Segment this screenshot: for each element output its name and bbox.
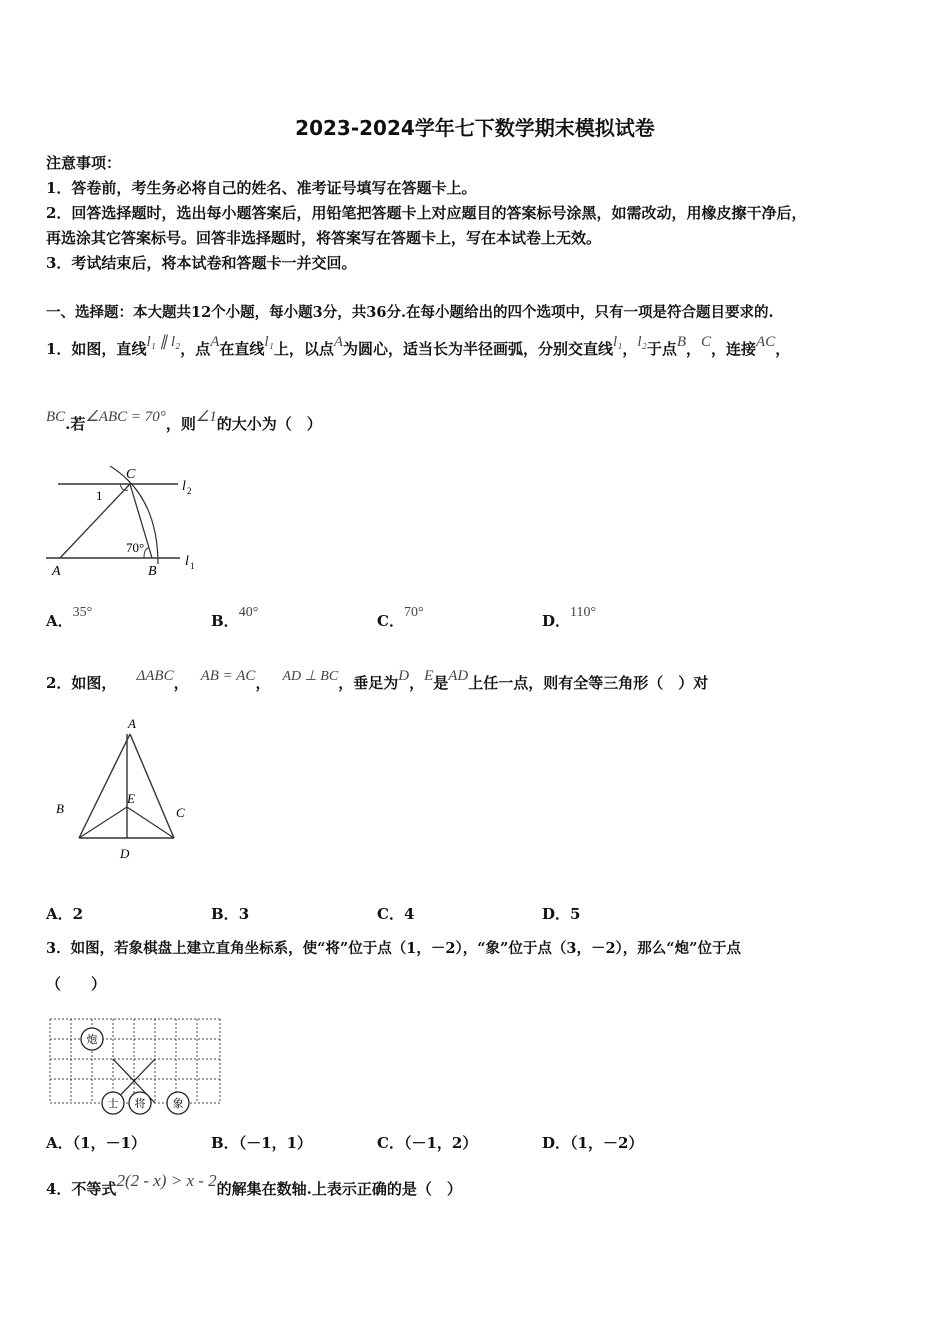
label-l1: l — [185, 554, 189, 569]
q1-figure — [40, 460, 210, 585]
piece-shi-label: 士 — [107, 1097, 119, 1110]
board-grid — [50, 1019, 220, 1103]
option-value: 40° — [238, 605, 259, 620]
q2-text: 是 — [433, 674, 449, 692]
label-angle-1: 1 — [96, 488, 103, 503]
q1-math: A — [333, 334, 343, 350]
option-letter: A． — [46, 1134, 73, 1152]
label-d: D — [120, 846, 130, 861]
q2-math: AB = AC — [200, 668, 256, 684]
q1-math: ∠ABC = 70° — [85, 409, 166, 425]
q2-math: ΔABC — [136, 668, 174, 684]
q1-text: 于点 — [646, 340, 677, 358]
label-a: A — [128, 716, 136, 731]
option-value: 110° — [570, 605, 597, 620]
q1-text: ， — [686, 340, 702, 358]
option-value: （1，－2） — [570, 1134, 644, 1152]
q2-option-d[interactable] — [542, 903, 580, 924]
option-value: （－1，1） — [238, 1134, 313, 1152]
angle-70-mark — [144, 548, 149, 558]
option-letter: C． — [377, 905, 404, 923]
label-c: C — [176, 805, 185, 820]
q2-math: AD ⊥ BC — [282, 669, 339, 684]
q4-text: 4．不等式 — [46, 1180, 117, 1198]
q1-math: ∠1 — [195, 409, 217, 425]
q1-text: 在直线 — [219, 340, 265, 358]
q1-text: 1．如图，直线 — [46, 340, 147, 358]
q3-chessboard-figure — [46, 1015, 226, 1120]
q1-text: 上，以点 — [273, 340, 334, 358]
q1-option-d[interactable] — [542, 605, 597, 631]
q1-math: AC — [756, 334, 776, 350]
q1-stem-line1 — [46, 334, 791, 359]
option-value: 70° — [403, 605, 424, 620]
q3-option-a[interactable] — [46, 1132, 146, 1153]
q3-paren: （ ） — [46, 975, 107, 993]
label-l1-sub: 1 — [190, 561, 195, 571]
q1-math: l₁ ∥ l₂ — [146, 334, 181, 350]
q4-stem — [46, 1171, 462, 1199]
piece-shi — [102, 1092, 124, 1114]
q2-math: AD — [448, 668, 469, 684]
piece-xiang-label: 象 — [172, 1097, 184, 1110]
option-letter: B． — [211, 612, 239, 630]
q4-text: 的解集在数轴.上表示正确的是（ ） — [216, 1180, 462, 1198]
q1-text: ， — [622, 340, 638, 358]
segment-ac — [130, 734, 174, 838]
q1-option-c[interactable] — [377, 605, 424, 631]
option-value: 2 — [72, 905, 84, 923]
notice-heading: 注意事项： — [46, 154, 122, 172]
q2-text: 2．如图， — [46, 674, 117, 692]
page-title: 2023-2024学年七下数学期末模拟试卷 — [295, 116, 655, 140]
notice-item-1: 1．答卷前，考生务必将自己的姓名、准考证号填写在答题卡上。 — [46, 179, 477, 197]
piece-pao-label: 炮 — [86, 1033, 98, 1046]
q1-math: BC — [46, 409, 66, 425]
section-heading: 一、选择题：本大题共12个小题，每小题3分，共36分.在每小题给出的四个选项中，只有一项是符合题目要求的. — [46, 304, 774, 321]
q1-text: ，则 — [165, 415, 196, 433]
label-angle-70: 70° — [126, 540, 145, 555]
segment-ab — [79, 734, 130, 838]
q1-text: ， — [775, 340, 791, 358]
q1-stem-line2 — [46, 409, 322, 434]
option-value: 3 — [238, 905, 250, 923]
option-letter: A． — [46, 905, 73, 923]
q2-option-b[interactable] — [211, 903, 249, 924]
piece-jiang — [129, 1092, 151, 1114]
label-a: A — [52, 564, 61, 579]
q2-text: ， — [173, 674, 189, 692]
q2-text: ，垂足为 — [338, 674, 399, 692]
piece-jiang-label: 将 — [134, 1097, 146, 1110]
q1-text: ，点 — [180, 340, 211, 358]
label-l2-sub: 2 — [187, 486, 192, 496]
option-letter: A． — [46, 612, 73, 630]
q3-option-c[interactable] — [377, 1132, 477, 1153]
label-c: C — [126, 467, 136, 482]
q1-option-b[interactable] — [211, 605, 259, 631]
option-value: 4 — [403, 905, 415, 923]
label-b: B — [148, 564, 157, 579]
notice-item-2-cont: 再选涂其它答案标号。回答非选择题时，将答案写在答题卡上，写在本试卷上无效。 — [46, 229, 602, 247]
q2-text: ， — [409, 674, 425, 692]
q2-math: E — [424, 668, 434, 684]
label-l2: l — [182, 479, 186, 494]
option-letter: B． — [211, 905, 239, 923]
q2-text: ， — [255, 674, 271, 692]
label-e: E — [127, 791, 135, 806]
q1-text: ，连接 — [711, 340, 757, 358]
q1-text: 的大小为（ ） — [216, 415, 322, 433]
q1-math: C — [701, 334, 712, 350]
q2-stem — [46, 668, 709, 693]
q1-math: l₁ — [613, 334, 623, 350]
q3-option-d[interactable] — [542, 1132, 643, 1153]
q2-math: D — [398, 668, 410, 684]
option-letter: C． — [377, 612, 404, 630]
piece-pao — [81, 1028, 103, 1050]
q2-option-c[interactable] — [377, 903, 414, 924]
piece-xiang — [167, 1092, 189, 1114]
option-value: 35° — [72, 605, 93, 620]
q1-option-a[interactable] — [46, 605, 93, 631]
q1-math: l₂ — [637, 334, 647, 350]
option-value: （－1，2） — [403, 1134, 478, 1152]
option-letter: D． — [542, 612, 571, 630]
q2-text: 上任一点，则有全等三角形（ ）对 — [468, 674, 709, 692]
option-letter: D． — [542, 905, 571, 923]
notice-item-2: 2．回答选择题时，选出每小题答案后，用铅笔把答题卡上对应题目的答案标号涂黑，如需改动，用橡皮擦干净后， — [46, 204, 807, 222]
label-b: B — [56, 801, 64, 816]
q3-option-b[interactable] — [211, 1132, 312, 1153]
option-letter: B． — [211, 1134, 239, 1152]
q1-math: B — [676, 334, 686, 350]
q1-math: A — [210, 334, 220, 350]
notice-item-3: 3．考试结束后，将本试卷和答题卡一并交回。 — [46, 254, 357, 272]
segment-ac — [60, 484, 130, 558]
q2-option-a[interactable] — [46, 903, 83, 924]
q2-figure — [46, 712, 196, 867]
q1-math: l₁ — [264, 334, 274, 350]
option-value: （1，－1） — [72, 1134, 147, 1152]
option-value: 5 — [570, 905, 581, 923]
q4-math: 2(2 - x) > x - 2 — [116, 1171, 217, 1190]
option-letter: C． — [377, 1134, 404, 1152]
q3-stem: 3．如图，若象棋盘上建立直角坐标系，使“将”位于点（1，－2），“象”位于点（3，－2），那么“炮”位于点 — [46, 940, 741, 957]
option-letter: D． — [542, 1134, 571, 1152]
q1-text: .若 — [65, 415, 86, 433]
q1-text: 为圆心，适当长为半径画弧，分别交直线 — [343, 340, 614, 358]
